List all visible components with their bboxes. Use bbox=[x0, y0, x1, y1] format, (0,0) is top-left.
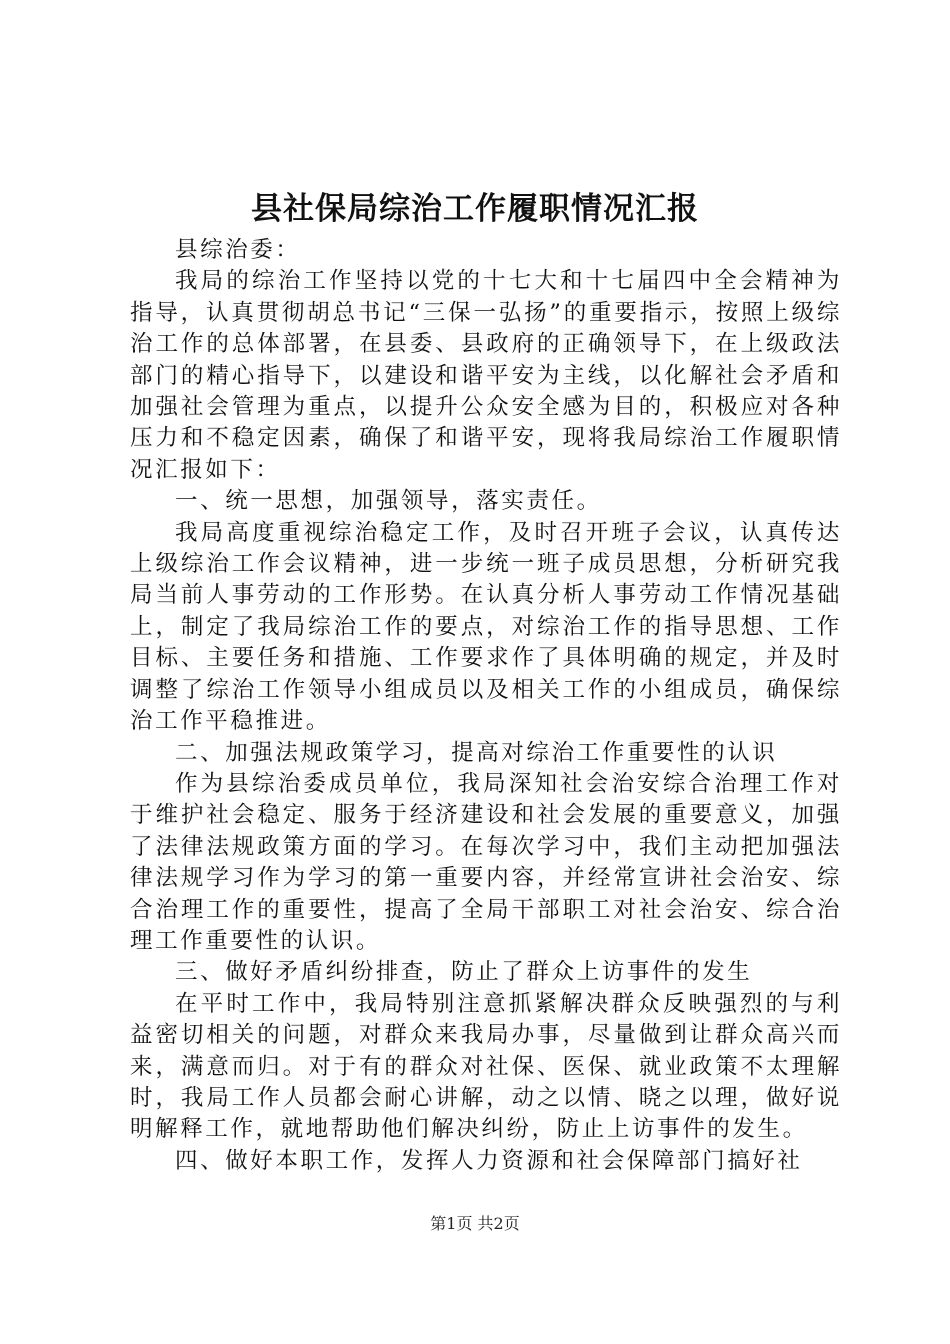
section-heading-2: 二、加强法规政策学习，提高对综治工作重要性的认识 bbox=[175, 739, 778, 766]
document-title: 县社保局综治工作履职情况汇报 bbox=[251, 191, 699, 227]
section-heading-3: 三、做好矛盾纠纷排查，防止了群众上访事件的发生 bbox=[175, 959, 753, 986]
section-paragraph-2: 作为县综治委成员单位，我局深知社会治安综合治理工作对于维护社会稳定、服务于经济建设和社会发展的重要意义，加强了法律法规政策方面的学习。在每次学习中，我们主动把加强法律法规学习作为学习的第一重要内容，并经常宣讲社会治安、综合治理工作的重要性，提高了全局干部职工对社会治安、综合治理工作重要性的认识。 bbox=[130, 770, 842, 954]
page-number: 第1页 共2页 bbox=[430, 1214, 520, 1233]
section-paragraph-1: 我局高度重视综治稳定工作，及时召开班子会议，认真传达上级综治工作会议精神，进一步统一班子成员思想，分析研究我局当前人事劳动的工作形势。在认真分析人事劳动工作情况基础上，制定了我局综治工作的要点，对综治工作的指导思想、工作目标、主要任务和措施、工作要求作了具体明确的规定，并及时调整了综治工作领导小组成员以及相关工作的小组成员，确保综治工作平稳推进。 bbox=[130, 519, 842, 735]
intro-paragraph: 我局的综治工作坚持以党的十七大和十七届四中全会精神为指导，认真贯彻胡总书记“三保一弘扬”的重要指示，按照上级综治工作的总体部署，在县委、县政府的正确领导下，在上级政法部门的精心指导下，以建设和谐平安为主线，以化解社会矛盾和加强社会管理为重点，以提升公众安全感为目的，积极应对各种压力和不稳定因素，确保了和谐平安，现将我局综治工作履职情况汇报如下： bbox=[130, 268, 842, 483]
document-body bbox=[130, 235, 842, 1177]
section-heading-4: 四、做好本职工作，发挥人力资源和社会保障部门搞好社 bbox=[175, 1147, 803, 1174]
salutation: 县综治委： bbox=[175, 237, 301, 263]
section-heading-1: 一、统一思想，加强领导，落实责任。 bbox=[175, 488, 602, 515]
section-paragraph-3: 在平时工作中，我局特别注意抓紧解决群众反映强烈的与利益密切相关的问题，对群众来我局办事，尽量做到让群众高兴而来，满意而归。对于有的群众对社保、医保、就业政策不太理解时，我局工作人员都会耐心讲解，动之以情、晓之以理，做好说明解释工作，就地帮助他们解决纠纷，防止上访事件的发生。 bbox=[130, 990, 842, 1143]
